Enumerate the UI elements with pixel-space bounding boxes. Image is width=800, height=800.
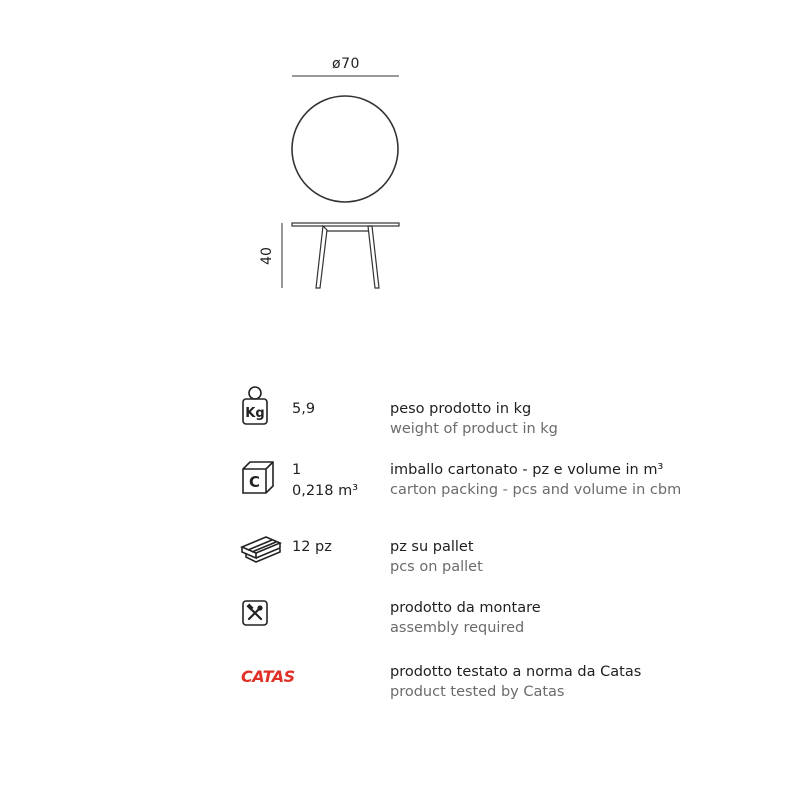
- pallet-label-en: pcs on pallet: [390, 559, 483, 575]
- technical-drawing: [0, 0, 800, 330]
- weight-value: 5,9: [292, 401, 316, 417]
- carton-label-it: imballo cartonato - pz e volume in m³: [390, 462, 664, 478]
- carton-pieces-value: 1: [292, 462, 302, 478]
- catas-logo: [240, 666, 302, 686]
- table-top-view: [292, 96, 398, 202]
- svg-text:Kg: Kg: [245, 406, 265, 421]
- assembly-tools-icon: [240, 598, 270, 628]
- kg-weight-icon: [240, 385, 270, 427]
- table-side-top: [292, 223, 399, 226]
- carton-box-icon: [240, 460, 276, 496]
- carton-volume-value: 0,218 m³: [292, 483, 359, 499]
- height-label: 40: [259, 247, 275, 265]
- weight-label-it: peso prodotto in kg: [390, 401, 532, 417]
- weight-label-en: weight of product in kg: [390, 421, 558, 437]
- svg-text:CATAS: CATAS: [241, 667, 295, 686]
- pallet-icon: [240, 535, 282, 565]
- diameter-label: ø70: [332, 56, 360, 72]
- table-legs: [316, 226, 379, 288]
- svg-text:C: C: [248, 473, 261, 491]
- assembly-label-it: prodotto da montare: [390, 600, 541, 616]
- catas-label-it: prodotto testato a norma da Catas: [390, 664, 642, 680]
- catas-label-en: product tested by Catas: [390, 684, 565, 700]
- pallet-value: 12 pz: [292, 539, 332, 555]
- assembly-label-en: assembly required: [390, 620, 525, 636]
- carton-label-en: carton packing - pcs and volume in cbm: [390, 482, 682, 498]
- pallet-label-it: pz su pallet: [390, 539, 474, 555]
